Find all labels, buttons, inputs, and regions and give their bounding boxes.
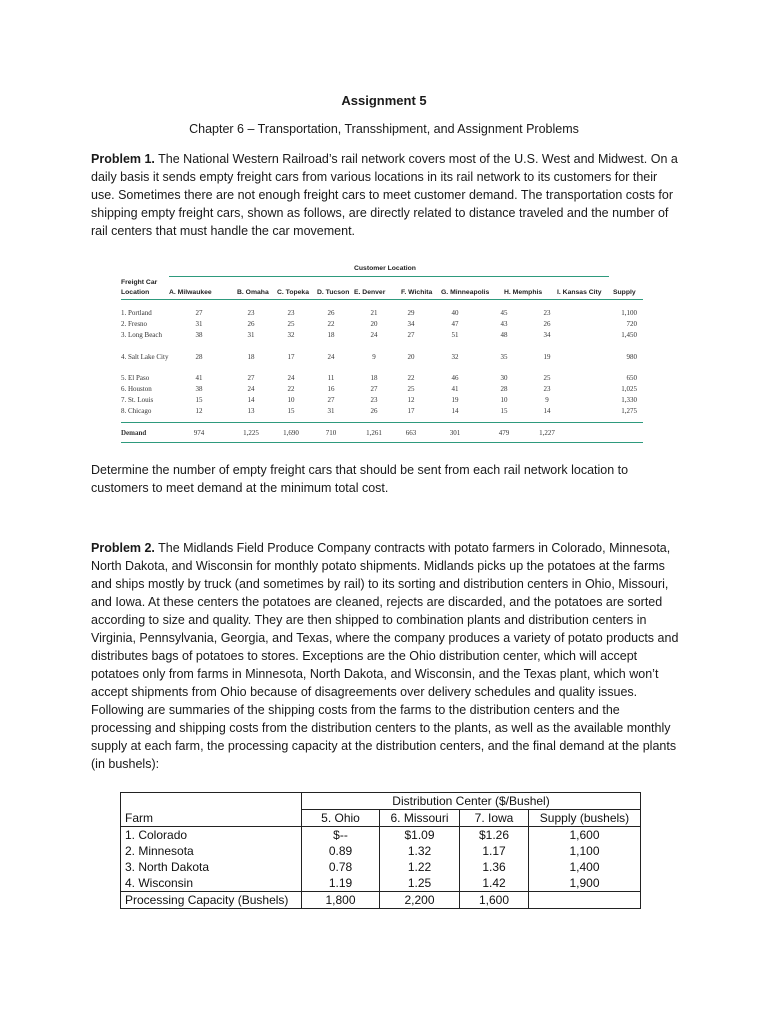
- farm-cell: 3. North Dakota: [121, 859, 302, 875]
- farm-cell: 2. Minnesota: [121, 843, 302, 859]
- row-label: 5. El Paso: [121, 374, 150, 382]
- table-cell: 41: [195, 374, 203, 382]
- problem-1-text: The National Western Railroad’s rail network covers most of the U.S. West and Midwest. On a daily basis it sends empty freight cars from various locations in its rail network to its customers for their use. Sometimes there are not enough freight cars to meet customer demand. The transportation costs for shipping empty freight cars, shown as follows, are directly related to distance traveled and the number of rail centers that must handle the car movement.: [91, 152, 678, 238]
- farm-header: Farm: [121, 810, 302, 827]
- problem-1-question: Determine the number of empty freight cars that should be sent from each rail network location to customers to meet demand at the minimum total cost.: [91, 463, 629, 495]
- table-cell: 51: [451, 331, 459, 339]
- farm-cell: 4. Wisconsin: [121, 875, 302, 892]
- table-row: [121, 859, 641, 875]
- table-cell: 45: [500, 309, 508, 317]
- table-cell: 40: [451, 309, 459, 317]
- supply-cell: 980: [626, 353, 637, 361]
- table-cell: 1.25: [380, 875, 460, 892]
- table-cell: 27: [195, 309, 203, 317]
- table-cell: 25: [287, 320, 295, 328]
- table-cell: 24: [327, 353, 335, 361]
- table-cell: $--: [302, 827, 380, 844]
- supply-cell: 720: [626, 320, 637, 328]
- table-cell: 18: [370, 374, 378, 382]
- column-header: Supply (bushels): [529, 810, 641, 827]
- table-cell: 24: [370, 331, 378, 339]
- table-cell: 25: [543, 374, 551, 382]
- column-header: G. Minneapolis: [441, 289, 490, 296]
- table-cell: 14: [451, 407, 459, 415]
- table-cell: 24: [247, 385, 255, 393]
- table-cell: 1,100: [529, 843, 641, 859]
- table-cell: $1.26: [460, 827, 529, 844]
- table-cell: 32: [451, 353, 459, 361]
- problem-2-label: Problem 2.: [91, 541, 155, 555]
- table-cell: 1.36: [460, 859, 529, 875]
- row-label: 8. Chicago: [121, 407, 152, 415]
- table-cell: 22: [287, 385, 295, 393]
- row-label: 4. Salt Lake City: [121, 353, 169, 361]
- table-cell: 38: [195, 331, 203, 339]
- demand-cell: 974: [193, 429, 205, 437]
- table-cell: 26: [543, 320, 551, 328]
- table-cell: 17: [407, 407, 415, 415]
- capacity-cell: 1,800: [302, 892, 380, 909]
- table-cell: 12: [195, 407, 203, 415]
- demand-cell: 1,227: [539, 429, 555, 437]
- chapter-subtitle: Chapter 6 – Transportation, Transshipment, and Assignment Problems: [189, 122, 579, 136]
- distribution-center-table: [120, 792, 641, 909]
- table-cell: 26: [327, 309, 335, 317]
- table-cell: 1.17: [460, 843, 529, 859]
- table-cell: 10: [287, 396, 295, 404]
- freight-car-header-line1: Freight Car: [121, 279, 158, 286]
- table-cell: 1,900: [529, 875, 641, 892]
- table-cell: 0.89: [302, 843, 380, 859]
- table-cell: 18: [247, 353, 255, 361]
- header-rule: [121, 299, 643, 300]
- demand-cell: 663: [405, 429, 417, 437]
- table-cell: 12: [407, 396, 415, 404]
- customer-location-rule: [169, 276, 609, 277]
- demand-cell: 1,690: [283, 429, 299, 437]
- table-cell: 43: [500, 320, 508, 328]
- table-cell: 1,400: [529, 859, 641, 875]
- table-cell: 26: [370, 407, 378, 415]
- table-cell: 22: [407, 374, 415, 382]
- table-cell: $1.09: [380, 827, 460, 844]
- table-cell: 15: [195, 396, 203, 404]
- table-cell: 19: [543, 353, 551, 361]
- table-cell: 23: [247, 309, 255, 317]
- table-cell: 27: [327, 396, 335, 404]
- table-cell: 9: [372, 353, 376, 361]
- table-cell: 28: [500, 385, 508, 393]
- table-cell: 21: [370, 309, 378, 317]
- problem-2-paragraph: [91, 539, 681, 773]
- column-header: C. Topeka: [277, 289, 309, 296]
- demand-top-rule: [121, 422, 643, 423]
- column-header: 5. Ohio: [302, 810, 380, 827]
- table-cell: 14: [543, 407, 551, 415]
- table-cell: 47: [451, 320, 459, 328]
- supply-cell: 650: [626, 374, 637, 382]
- table-cell: 26: [247, 320, 255, 328]
- demand-cell: 1,261: [366, 429, 382, 437]
- table-row: [121, 827, 641, 844]
- table-cell: 48: [500, 331, 508, 339]
- capacity-label: Processing Capacity (Bushels): [121, 892, 302, 909]
- capacity-row: [121, 892, 641, 909]
- column-header: I. Kansas City: [557, 289, 602, 296]
- row-label: 2. Fresno: [121, 320, 148, 328]
- supply-cell: 1,275: [621, 407, 637, 415]
- table-cell: 34: [543, 331, 551, 339]
- table-cell: 25: [407, 385, 415, 393]
- problem-1-paragraph: [91, 150, 681, 240]
- capacity-cell: 2,200: [380, 892, 460, 909]
- table-cell: 32: [287, 331, 295, 339]
- capacity-cell: [529, 892, 641, 909]
- table-cell: 29: [407, 309, 415, 317]
- assignment-title: Assignment 5: [341, 93, 427, 108]
- table-cell: 20: [407, 353, 415, 361]
- row-label: 3. Long Beach: [121, 331, 163, 339]
- table-cell: 34: [407, 320, 415, 328]
- row-label: 6. Houston: [121, 385, 152, 393]
- supply-cell: 1,100: [621, 309, 637, 317]
- table-cell: 1.42: [460, 875, 529, 892]
- table-cell: 38: [195, 385, 203, 393]
- table-cell: 23: [543, 385, 551, 393]
- table-cell: 1.32: [380, 843, 460, 859]
- demand-cell: 1,225: [243, 429, 259, 437]
- table-cell: 46: [451, 374, 459, 382]
- table-cell: 23: [370, 396, 378, 404]
- freight-cost-table: [121, 262, 643, 444]
- supply-cell: 1,330: [621, 396, 637, 404]
- row-label: 7. St. Louis: [121, 396, 154, 404]
- table-cell: 1.19: [302, 875, 380, 892]
- column-header: 6. Missouri: [380, 810, 460, 827]
- table-cell: 31: [247, 331, 255, 339]
- table-cell: 24: [287, 374, 295, 382]
- table-cell: 1.22: [380, 859, 460, 875]
- table-cell: 27: [370, 385, 378, 393]
- table-cell: 22: [327, 320, 335, 328]
- demand-cell: 301: [449, 429, 461, 437]
- column-header: B. Omaha: [237, 289, 269, 296]
- table-cell: 19: [451, 396, 459, 404]
- table-cell: 31: [327, 407, 335, 415]
- table-row: [121, 843, 641, 859]
- supply-header: Supply: [613, 289, 636, 296]
- table-cell: 30: [500, 374, 508, 382]
- demand-label: Demand: [121, 429, 147, 437]
- table-cell: 11: [327, 374, 335, 382]
- farm-cell: 1. Colorado: [121, 827, 302, 844]
- capacity-cell: 1,600: [460, 892, 529, 909]
- supply-cell: 1,450: [621, 331, 637, 339]
- table-cell: 10: [500, 396, 508, 404]
- column-header: E. Denver: [354, 289, 386, 296]
- table-cell: 14: [247, 396, 255, 404]
- table-cell: 13: [247, 407, 255, 415]
- table-header-row: [121, 793, 641, 810]
- farm-header-spacer: [121, 793, 302, 810]
- table-cell: 27: [407, 331, 415, 339]
- table-cell: 1,600: [529, 827, 641, 844]
- table-column-row: [121, 810, 641, 827]
- table-cell: 15: [287, 407, 295, 415]
- column-header: A. Milwaukee: [169, 289, 212, 296]
- table-cell: 16: [327, 385, 335, 393]
- freight-car-header-line2: Location: [121, 289, 150, 296]
- table-cell: 35: [500, 353, 508, 361]
- table-cell: 0.78: [302, 859, 380, 875]
- demand-cell: 479: [498, 429, 510, 437]
- demand-bottom-rule: [121, 442, 643, 443]
- column-header: F. Wichita: [401, 289, 433, 296]
- table-cell: 31: [195, 320, 203, 328]
- column-header: 7. Iowa: [460, 810, 529, 827]
- problem-1-label: Problem 1.: [91, 152, 155, 166]
- table-cell: 23: [543, 309, 551, 317]
- table-cell: 28: [195, 353, 203, 361]
- table-cell: 41: [451, 385, 459, 393]
- supply-cell: 1,025: [621, 385, 637, 393]
- column-header: D. Tucson: [317, 289, 350, 296]
- table-cell: 17: [287, 353, 295, 361]
- table-cell: 20: [370, 320, 378, 328]
- distribution-center-header: Distribution Center ($/Bushel): [302, 793, 641, 810]
- demand-cell: 710: [325, 429, 337, 437]
- problem-2-text: The Midlands Field Produce Company contracts with potato farmers in Colorado, Minnesota, North Dakota, and Wisconsin for monthly potato shipments. Midlands picks up the potatoes at the farms and ships mostly by truck (and sometimes by rail) to its sorting and distribution centers in Ohio, Missouri, and Iowa. At these centers the potatoes are cleaned, rejects are discarded, and the potatoes are sorted according to size and quality. They are then shipped to combination plants and distribution centers in Virginia, Pennsylvania, Georgia, and Texas, where the company produces a variety of potato products and distributes bags of potatoes to stores. Exceptions are the Ohio distribution center, which will accept potatoes only from farms in Minnesota, North Dakota, and Wisconsin, and the Texas plant, which won’t accept shipments from Ohio because of disagreements over delivery schedules and quality issues. Following are summaries of the shipping costs from the farms to the distribution centers and the processing and shipping costs from the distribution centers to the plants, as well as the available monthly supply at each farm, the processing capacity at the distribution centers, and the final demand at the plants (in bushels):: [91, 541, 679, 771]
- customer-location-header: Customer Location: [354, 265, 416, 272]
- table-cell: 27: [247, 374, 255, 382]
- table-cell: 18: [327, 331, 335, 339]
- table-row: [121, 875, 641, 892]
- table-cell: 15: [500, 407, 508, 415]
- row-label: 1. Portland: [121, 309, 152, 317]
- column-header: H. Memphis: [504, 289, 543, 296]
- table-cell: 23: [287, 309, 295, 317]
- table-cell: 9: [545, 396, 549, 404]
